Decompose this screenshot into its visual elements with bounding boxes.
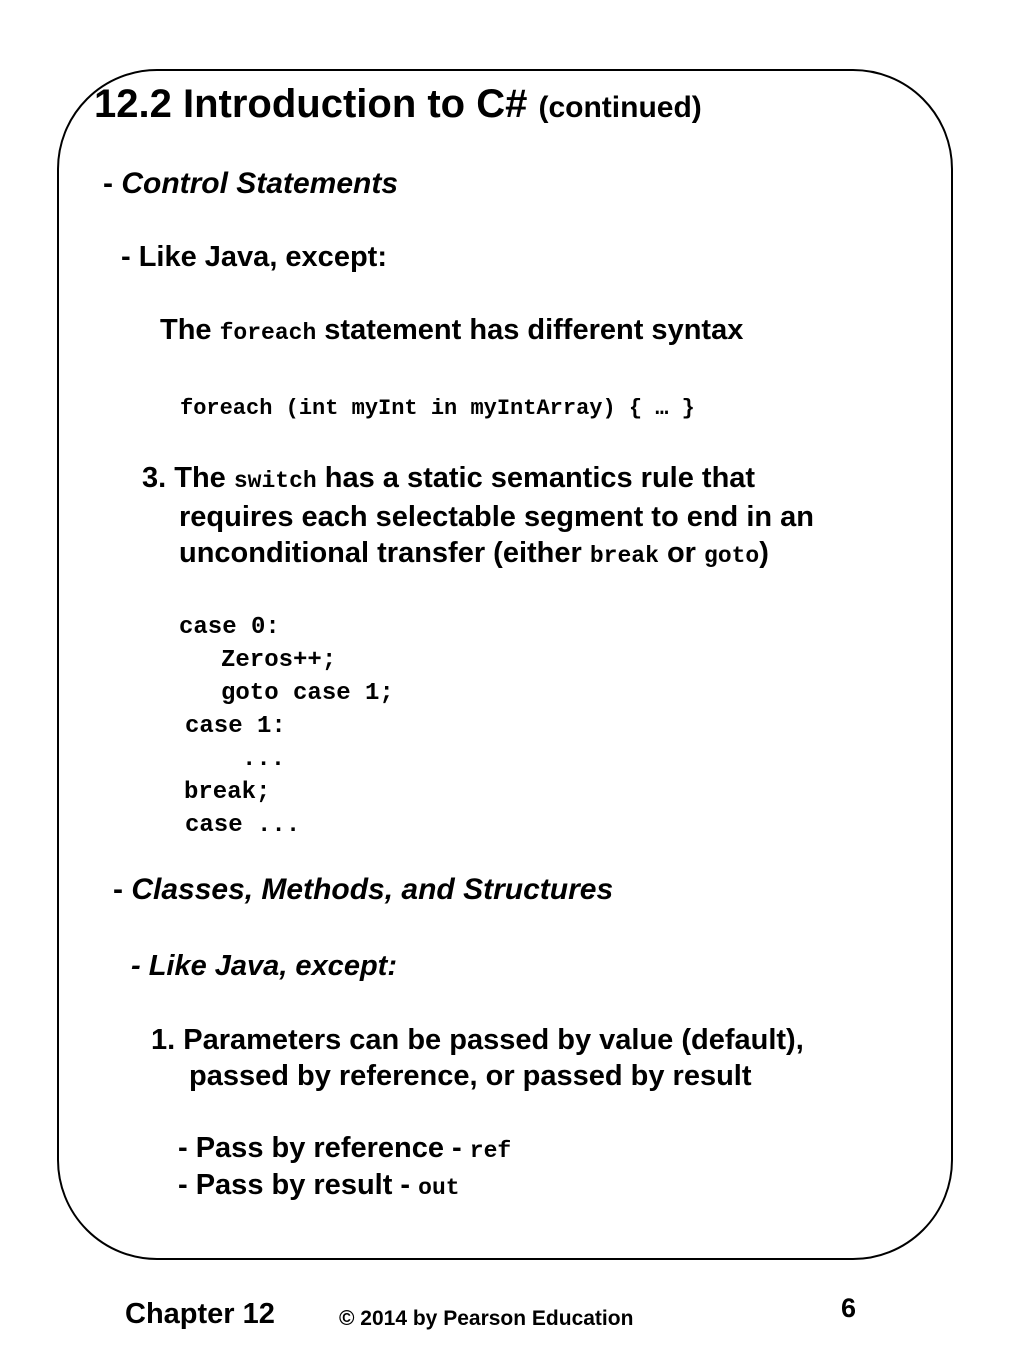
- out-keyword: out: [418, 1175, 460, 1201]
- code-line: case 1:: [185, 713, 286, 740]
- pass-by-reference: - Pass by reference - ref: [178, 1132, 512, 1164]
- switch-keyword: switch: [233, 468, 317, 494]
- foreach-description: The foreach statement has different syntax: [160, 314, 744, 346]
- code-line: case 0:: [179, 614, 280, 641]
- code-line: Zeros++;: [221, 647, 337, 674]
- footer-chapter: Chapter 12: [125, 1298, 275, 1330]
- control-statements-heading: - Control Statements: [103, 167, 399, 200]
- title-suffix: (continued): [538, 91, 702, 124]
- foreach-code: foreach (int myInt in myIntArray) { … }: [180, 396, 695, 421]
- ref-keyword: ref: [469, 1138, 512, 1164]
- code-line: break;: [184, 779, 271, 806]
- parameters-item: 1. Parameters can be passed by value (default), passed by reference, or passed by result: [151, 1024, 804, 1092]
- break-keyword: break: [589, 543, 659, 569]
- foreach-keyword: foreach: [219, 320, 317, 346]
- code-line: case ...: [185, 812, 301, 839]
- footer-copyright: © 2014 by Pearson Education: [339, 1307, 634, 1330]
- code-line: ...: [242, 746, 286, 773]
- control-like-java: - Like Java, except:: [121, 241, 387, 273]
- pass-by-result: - Pass by result - out: [178, 1169, 460, 1201]
- code-line: goto case 1;: [221, 680, 394, 707]
- classes-like-java: - Like Java, except:: [131, 950, 397, 982]
- switch-item: 3. The switch has a static semantics rule that requires each selectable segment to end in an unconditional transfer (either break or goto): [142, 462, 814, 569]
- page-number: 6: [841, 1293, 857, 1323]
- slide-title: 12.2 Introduction to C# (continued): [94, 82, 702, 126]
- classes-heading: - Classes, Methods, and Structures: [113, 873, 614, 906]
- goto-keyword: goto: [704, 543, 760, 569]
